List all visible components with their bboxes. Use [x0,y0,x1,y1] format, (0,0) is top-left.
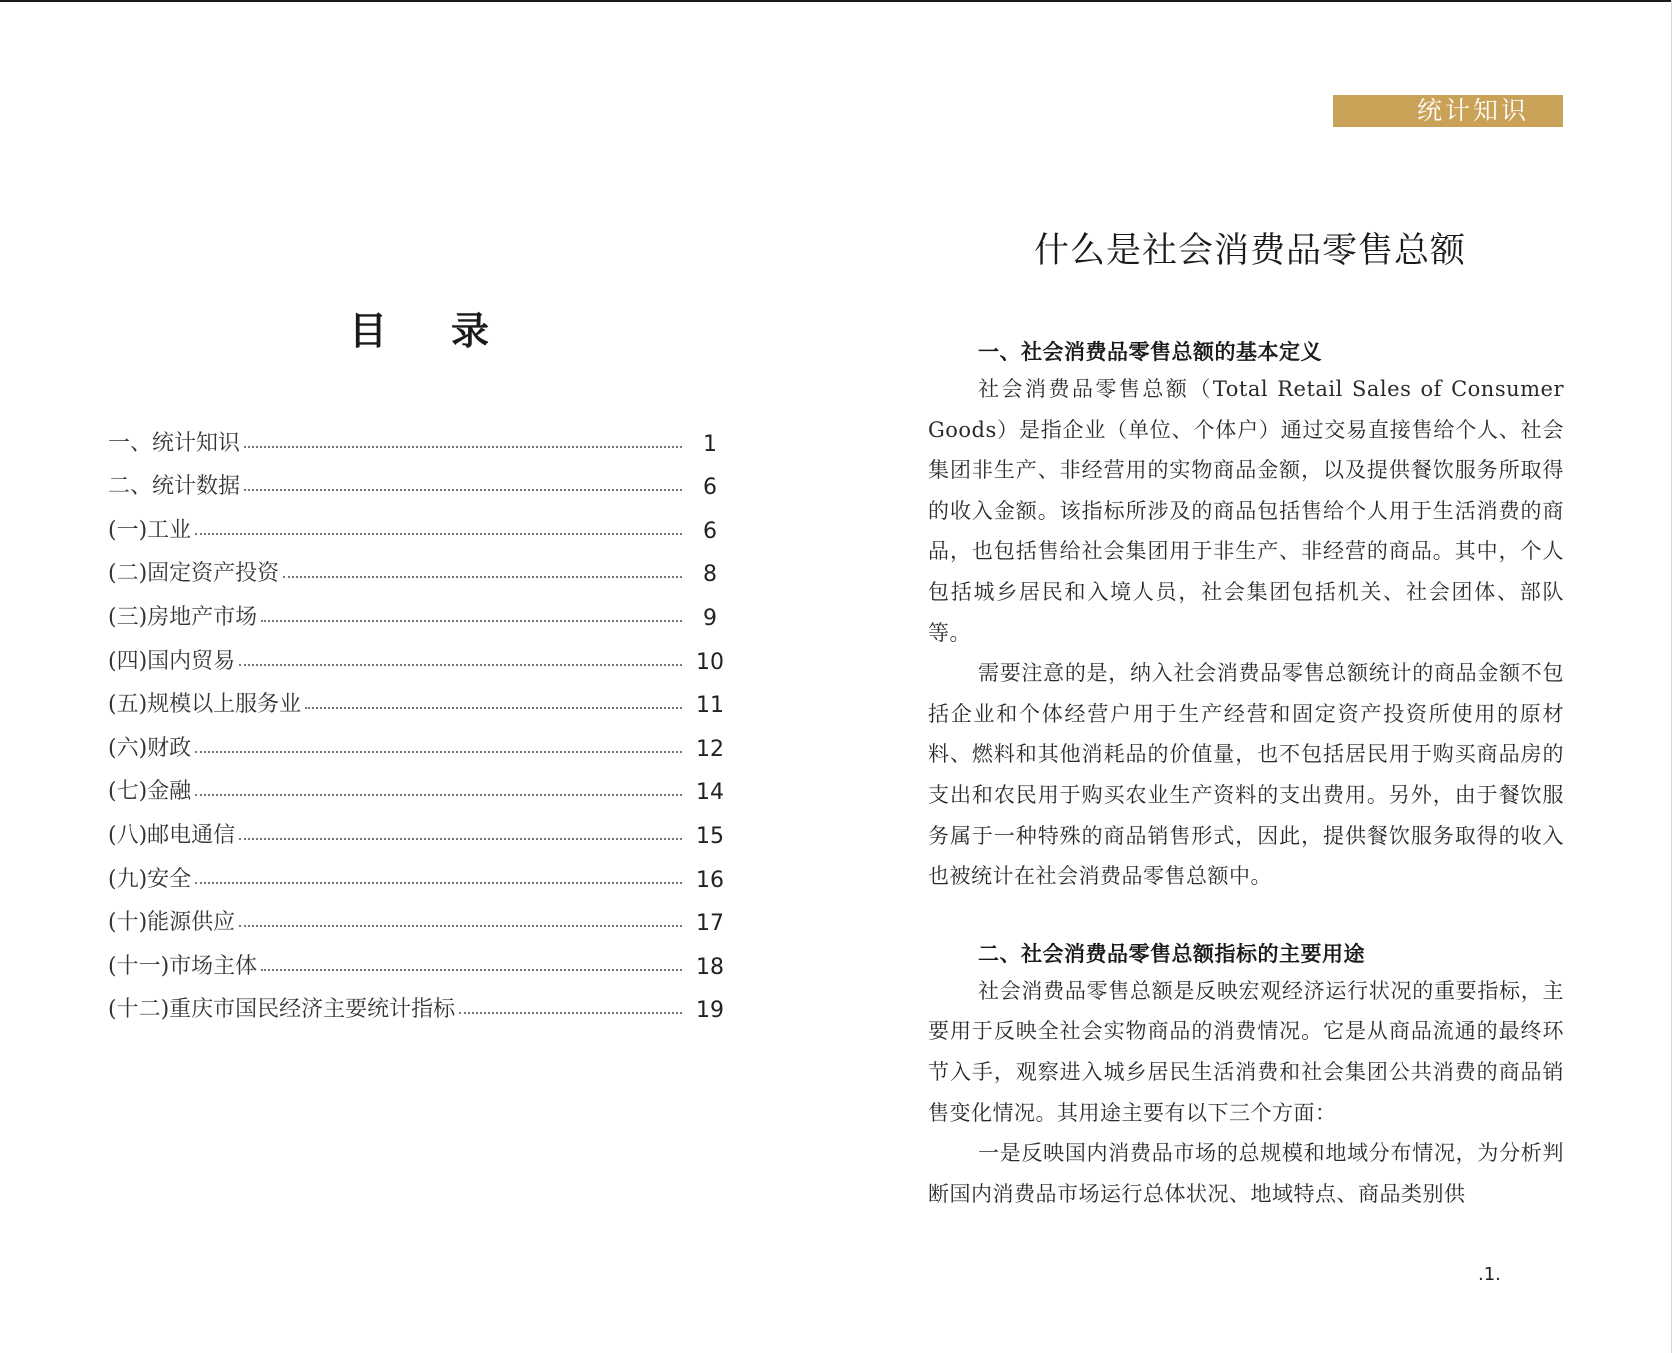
toc-entry[interactable] [108,936,728,980]
toc-entry-page: 10 [696,649,724,675]
toc-entry[interactable] [108,980,728,1024]
article-title: 什么是社会消费品零售总额 [1033,231,1466,271]
toc-leader-dots [195,881,682,884]
toc-entry-page: 9 [703,605,717,631]
toc-entry-label: (五)规模以上服务业 [108,692,302,718]
toc-entry-label: (二)固定资产投资 [108,561,280,587]
toc-entry-page: 11 [696,693,724,719]
toc-entry-page: 16 [696,867,724,893]
toc-entry[interactable] [108,675,728,719]
toc-entry-label: (八)邮电通信 [108,822,236,848]
paragraph: 社会消费品零售总额（Total Retail Sales of Consumer Goods）是指企业（单位、个体户）通过交易直接售给个人、社会集团非生产、非经营用的实物商品金额，以及提供餐饮服务所取得的收入金额。该指标所涉及的商品包括售给个人用于生活消费的商品，也包括售给社会集团用于非生产、非经营的商品。其中，个人包括城乡居民和入境人员，社会集团包括机关、社会团体、部队等。 [928,377,1564,645]
toc-leader-dots [459,1011,682,1014]
toc-title-char-1: 目 [349,308,388,353]
toc-title-char-2: 录 [450,308,489,353]
toc-entry-label: 二、统计数据 [108,474,241,500]
toc-title [349,300,489,355]
toc-leader-dots [239,924,682,927]
toc-entry[interactable] [108,805,728,849]
toc-entry-page: 14 [696,780,724,806]
toc-entry-label: (三)房地产市场 [108,604,258,630]
section-heading: 一、社会消费品零售总额的基本定义 [978,340,1322,364]
toc-entry[interactable] [108,893,728,937]
toc-leader-dots [261,619,682,622]
toc-entry-label: (十一)市场主体 [108,953,258,979]
toc-entry[interactable] [108,718,728,762]
toc-leader-dots [195,750,682,753]
page-number: .1. [1478,1264,1501,1285]
toc-entry-label: (七)金融 [108,779,192,805]
toc-entry-page: 12 [696,736,724,762]
article-body [928,335,1564,1214]
toc-entry-page: 6 [703,518,717,544]
section-heading: 二、社会消费品零售总额指标的主要用途 [978,941,1365,966]
toc-leader-dots [261,968,682,971]
paragraph: 需要注意的是，纳入社会消费品零售总额统计的商品金额不包括企业和个体经营户用于生产经营和固定资产投资所使用的原材料、燃料和其他消耗品的价值量，也不包括居民用于购买商品房的支出和农民用于购买农业生产资料的支出费用。另外，由于餐饮服务属于一种特殊的商品销售形式，因此，提供餐饮服务取得的收入也被统计在社会消费品零售总额中。 [928,661,1564,889]
toc-entry[interactable] [108,631,728,675]
toc-entry[interactable] [108,762,728,806]
toc-leader-dots [244,488,682,491]
section-tab: 统计知识 [1333,95,1563,127]
toc-entry-page: 1 [703,431,717,457]
toc-entry-page: 8 [703,562,717,588]
toc-entry-page: 18 [696,954,724,980]
toc-entry[interactable] [108,849,728,893]
toc-entry-label: (一)工业 [108,517,192,543]
toc-entry[interactable] [108,413,728,457]
toc-leader-dots [283,575,682,578]
toc-leader-dots [305,706,682,709]
toc-leader-dots [195,532,682,535]
toc-leader-dots [239,663,682,666]
toc-entry-page: 6 [703,475,717,501]
toc-entry-page: 19 [696,998,724,1024]
toc-entry-label: (四)国内贸易 [108,648,236,674]
toc-leader-dots [239,837,682,840]
spacer [928,897,1564,937]
top-border [0,0,1672,2]
toc-leader-dots [244,445,682,448]
toc-entry[interactable] [108,544,728,588]
toc-entry[interactable] [108,587,728,631]
toc-leader-dots [195,793,682,796]
paragraph: 一是反映国内消费品市场的总规模和地域分布情况，为分析判断国内消费品市场运行总体状况、地域特点、商品类别供 [928,1141,1564,1206]
toc-entry-page: 15 [696,823,724,849]
toc-entry-label: (十)能源供应 [108,910,236,936]
toc-entry-label: (九)安全 [108,866,192,892]
toc-entry-label: (六)财政 [108,735,192,761]
toc-entry-label: 一、统计知识 [108,430,241,456]
table-of-contents [108,413,728,1023]
toc-entry[interactable] [108,457,728,501]
toc-entry[interactable] [108,500,728,544]
paragraph: 社会消费品零售总额是反映宏观经济运行状况的重要指标，主要用于反映全社会实物商品的消费情况。它是从商品流通的最终环节入手，观察进入城乡居民生活消费和社会集团公共消费的商品销售变化情况。其用途主要有以下三个方面： [928,978,1564,1125]
toc-entry-label: (十二)重庆市国民经济主要统计指标 [108,997,456,1023]
toc-entry-page: 17 [696,911,724,937]
